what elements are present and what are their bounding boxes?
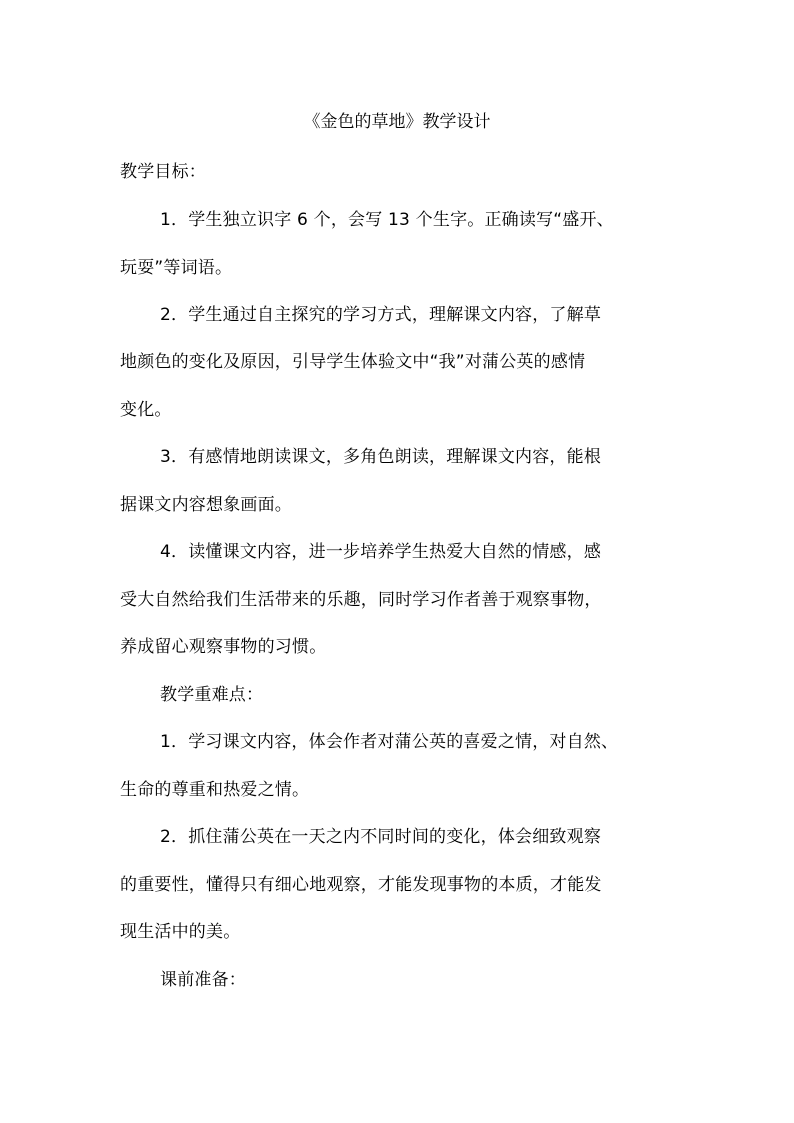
paragraph-line: 2．学生通过自主探究的学习方式，理解课文内容，了解草 — [160, 305, 602, 325]
paragraph-line: 2．抓住蒲公英在一天之内不同时间的变化，体会细致观察 — [160, 827, 602, 847]
paragraph-line: 4．读懂课文内容，进一步培养学生热爱大自然的情感，感 — [160, 542, 602, 562]
paragraph-line: 地颜色的变化及原因，引导学生体验文中“我”对蒲公英的感情 — [120, 352, 586, 372]
paragraph-line: 1．学生独立识字 6 个，会写 13 个生字。正确读写“盛开、 — [160, 210, 614, 230]
section-heading-objectives: 教学目标： — [120, 162, 206, 182]
paragraph-line: 生命的尊重和热爱之情。 — [120, 780, 310, 800]
paragraph-line: 受大自然给我们生活带来的乐趣，同时学习作者善于观察事物， — [120, 590, 602, 610]
section-heading-preparation: 课前准备： — [160, 970, 246, 990]
paragraph-line: 玩耍”等词语。 — [120, 258, 233, 278]
document-title: 《金色的草地》教学设计 — [303, 112, 491, 132]
paragraph-line: 的重要性，懂得只有细心地观察，才能发现事物的本质，才能发 — [120, 875, 602, 895]
paragraph-line: 变化。 — [120, 400, 172, 420]
section-heading-key-points: 教学重难点： — [160, 685, 264, 705]
paragraph-line: 养成留心观察事物的习惯。 — [120, 637, 327, 657]
paragraph-line: 3．有感情地朗读课文，多角色朗读，理解课文内容，能根 — [160, 447, 602, 467]
paragraph-line: 现生活中的美。 — [120, 922, 241, 942]
paragraph-line: 1．学习课文内容，体会作者对蒲公英的喜爱之情，对自然、 — [160, 732, 619, 752]
paragraph-line: 据课文内容想象画面。 — [120, 495, 292, 515]
